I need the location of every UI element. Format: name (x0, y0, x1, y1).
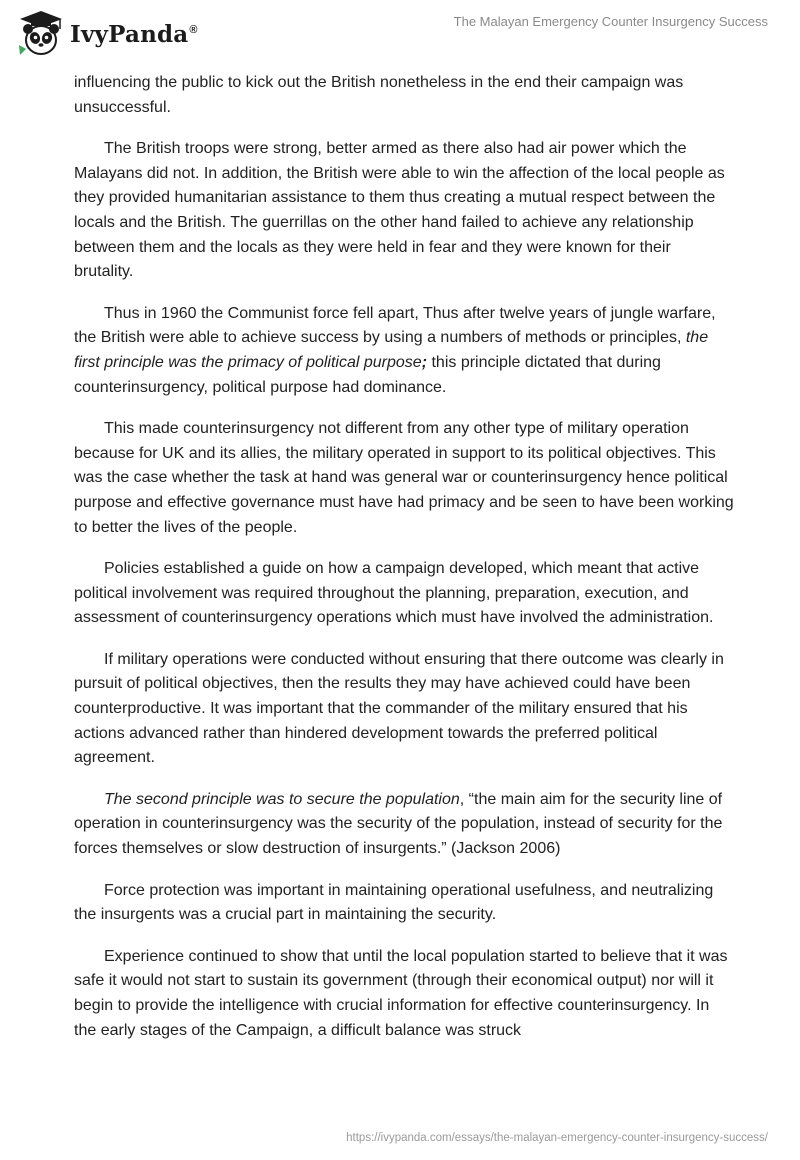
registered-mark: ® (189, 23, 198, 36)
essay-body (74, 71, 734, 1060)
second-principle-emphasis: The second principle was to secure the population (104, 790, 460, 808)
brand-name (70, 21, 198, 48)
paragraph-1: influencing the public to kick out the British nonetheless in the end their campaign was unsuccessful. (74, 74, 684, 116)
paragraph-3 (74, 302, 734, 400)
paragraph-9: Experience continued to show that until the local population started to believe that it was safe it would not start to sustain its government (through their economical output) nor will it begin to provide the intelligence with crucial information for effective counterinsurgency. In the early stages of the Campaign, a difficult balance was struck (74, 947, 728, 1039)
paragraph-4: This made counterinsurgency not different from any other type of military operation because for UK and its allies, the military operated in support to its political objectives. This was the case whether the task at hand was general war or counterinsurgency hence political purpose and effective governance must have had primacy and be seen to have been working to better the lives of the people. (74, 420, 734, 536)
brand-label: IvyPanda (70, 20, 189, 48)
panda-graduate-icon (16, 9, 66, 59)
first-principle-emphasis: the first principle was the primacy of political purpose (74, 329, 709, 371)
page-header (0, 0, 800, 64)
paragraph-5: Policies established a guide on how a campaign developed, which meant that active political involvement was required throughout the planning, preparation, execution, and assessment of counterinsurgency operations which must have involved the administration. (74, 560, 714, 627)
source-url-link[interactable]: https://ivypanda.com/essays/the-malayan-emergency-counter-insurgency-success/ (346, 1132, 768, 1144)
paragraph-7 (74, 788, 734, 862)
paragraph-8: Force protection was important in maintaining operational usefulness, and neutralizing the insurgents was a crucial part in maintaining the security. (74, 881, 714, 924)
ivypanda-logo[interactable] (16, 9, 198, 59)
paragraph-2: The British troops were strong, better armed as there also had air power which the Malayans did not. In addition, the British were able to win the affection of the local people as they provided humanitarian assistance to them thus creating a mutual respect between the locals and the British. The guerrillas on the other hand failed to achieve any relationship between them and the locals as they were held in fear and they were known for their brutality. (74, 140, 725, 281)
principle-semicolon: ; (421, 353, 428, 371)
paragraph-3-text: Thus in 1960 the Communist force fell apart, Thus after twelve years of jungle warfare, the British were able to achieve success by using a numbers of methods or principles, (74, 304, 716, 347)
paragraph-7-tail: , “the main aim for the security line of operation in counterinsurgency was the security of the population, instead of security for the forces themselves or slow destruction of insurgents.” (Jackson 2006) (74, 790, 723, 858)
paragraph-6: If military operations were conducted without ensuring that there outcome was clearly in pursuit of political objectives, then the results they may have achieved could have been counterproductive. It was important that the commander of the military ensured that his actions advanced rather than hindered development towards the preferred political agreement. (74, 650, 724, 767)
paragraph-3-tail: this principle dictated that during counterinsurgency, political purpose had dominance. (74, 353, 661, 396)
document-title: The Malayan Emergency Counter Insurgency Success (453, 14, 768, 29)
